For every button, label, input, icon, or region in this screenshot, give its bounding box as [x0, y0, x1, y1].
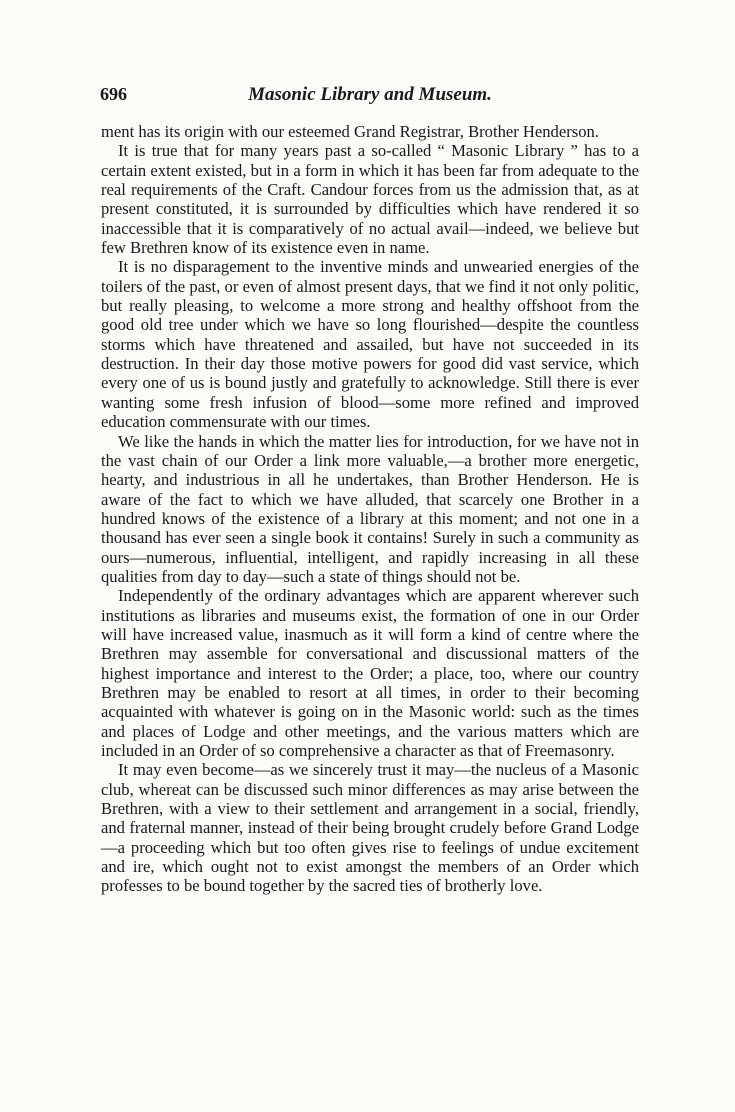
- paragraph: ment has its origin with our esteemed Grand Registrar, Brother Henderson.: [101, 122, 599, 141]
- paragraph: It is true that for many years past a so-called “ Masonic Library ” has to a certain extent existed, but in a form in which it has been far from adequate to the real requirements of the Craft. Candour forces from us the admission that, as at present constituted, it is surrounded by difficulties which have rendered it so inaccessible that it is comparatively of no actual avail—indeed, we believe but few Brethren know of its existence even in name.: [101, 141, 639, 258]
- page-number: 696: [100, 84, 127, 104]
- running-title: Masonic Library and Museum.: [248, 84, 492, 105]
- paragraph: We like the hands in which the matter lies for introduction, for we have not in the vast chain of our Order a link more valuable,—a brother more energetic, hearty, and industrious in all he undertakes, than Brother Henderson. He is aware of the fact to which we have alluded, that scarcely one Brother in a hundred knows of the existence of a library at this moment; and not one in a thousand has ever seen a single book it contains! Surely in such a community as ours—numerous, influential, intelligent, and rapidly increasing in all these qualities from day to day—such a state of things should not be.: [101, 431, 639, 586]
- paragraph: It is no disparagement to the inventive minds and unwearied energies of the toilers of the past, or even of almost present days, that we find it not only politic, but really pleasing, to welcome a more strong and healthy offshoot from the good old tree under which we have so long flourished—despite the countless storms which have threatened and assailed, but have not succeeded in its destruction. In their day those motive powers for good did vast service, which every one of us is bound justly and gratefully to acknowledge. Still there is ever wanting some fresh infusion of blood—some more refined and improved education commensurate with our times.: [101, 257, 639, 432]
- body-text: [101, 122, 639, 896]
- page-header: [100, 84, 640, 114]
- paragraph: Independently of the ordinary advantages which are apparent wherever such institutions as libraries and museums exist, the formation of one in our Order will have increased value, inasmuch as it will form a kind of centre where the Brethren may assemble for conversational and discussional matters of the highest importance and interest to the Order; a place, too, where our country Brethren may be enabled to resort at all times, in order to their becoming acquainted with whatever is going on in the Masonic world: such as the times and places of Lodge and other meetings, and the various matters which are included in an Order of so comprehensive a character as that of Freemasonry.: [101, 586, 639, 760]
- paragraph: It may even become—as we sincerely trust it may—the nucleus of a Masonic club, whereat can be discussed such minor differences as may arise between the Brethren, with a view to their settlement and arrangement in a social, friendly, and fraternal manner, instead of their being brought crudely before Grand Lodge—a proceeding which but too often gives rise to feelings of undue excitement and ire, which ought not to exist amongst the members of an Order which professes to be bound together by the sacred ties of brotherly love.: [101, 760, 639, 896]
